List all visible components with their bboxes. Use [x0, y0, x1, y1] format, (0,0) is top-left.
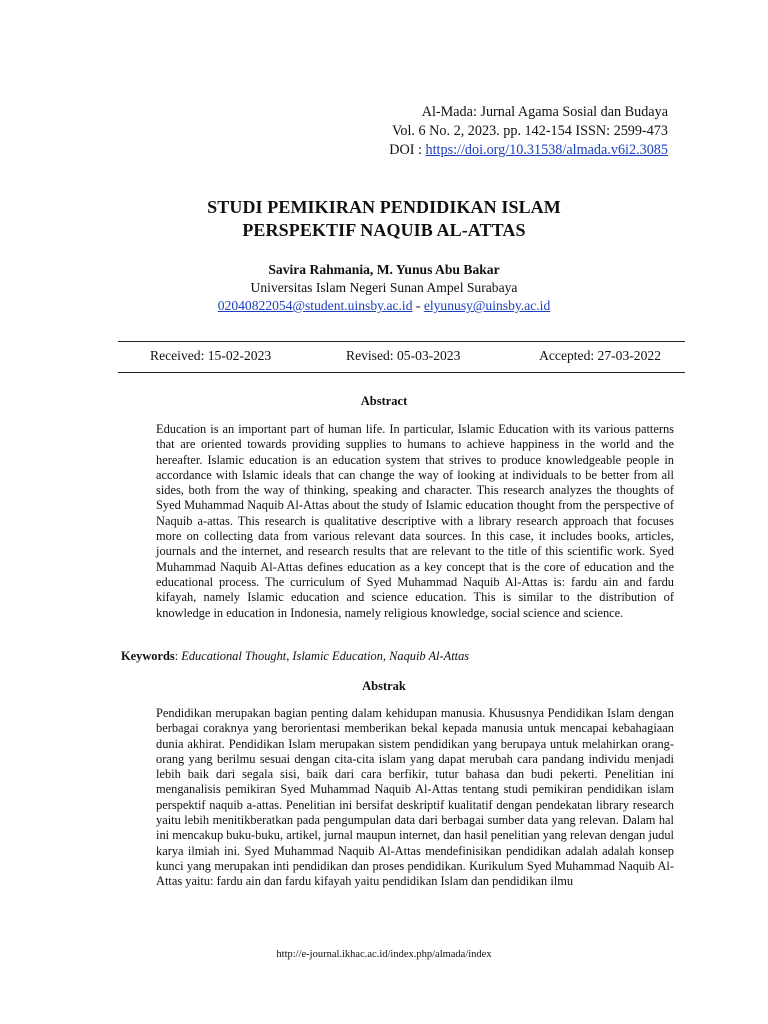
doi-link[interactable]: https://doi.org/10.31538/almada.v6i2.3085: [425, 142, 668, 158]
journal-header: [389, 103, 668, 160]
journal-name: Al-Mada: Jurnal Agama Sosial dan Budaya: [421, 104, 668, 120]
article-title: [0, 196, 768, 242]
doi-label: DOI :: [389, 142, 426, 158]
article-dates: [118, 341, 685, 373]
email-link-2[interactable]: elyunusy@uinsby.ac.id: [423, 298, 551, 313]
email-link-1[interactable]: 02040822054@student.uinsby.ac.id: [217, 298, 413, 313]
keywords-line: [121, 649, 469, 664]
abstrak-text: Pendidikan merupakan bagian penting dalam kehidupan manusia. Khususnya Pendidikan Islam dengan berbagai coraknya yang berorientasi memberikan bekal kepada manusia untuk mencapai kebahagiaan dunia akhirat. Pendidikan Islam merupakan sistem pendidikan yang berupaya untuk melahirkan orang-orang yang berilmu sesuai dengan cita-cita islam yang dapat merubah cara pandang individu menjadi lebih baik dari segala sisi, baik dari cara berfikir, tutur bahasa dan budi pekerti. Penelitian ini menganalisis pemikiran Syed Muhammad Naquib Al-Attas tentang studi pemikiran pendidikan islam perspektif naquib a-attas. Penelitian ini bersifat deskriptif kualitatif dengan pendekatan library research yaitu lebih menitikberatkan pada pengumpulan data dari berbagai sumber data yang relevan. Dalam hal ini mencakup buku-buku, artikel, jurnal maupun internet, dan hasil penelitian yang relevan dengan judul karya ilmiah ini. Syed Muhammad Naquib Al-Attas mendefinisikan pendidikan adalah adalah konsep kunci yang merupakan inti pendidikan dan proses pendidikan. Kurikulum Syed Muhammad Naquib Al-Attas yaitu: fardu ain dan fardu kifayah yaitu pendidikan Islam dan pendidikan ilmu: [156, 706, 674, 889]
abstrak-heading: Abstrak: [362, 679, 406, 693]
journal-volume: Vol. 6 No. 2, 2023. pp. 142-154 ISSN: 2599-473: [391, 123, 668, 139]
abstract-text: Education is an important part of human life. In particular, Islamic Education with its various patterns that are oriented towards providing supplies to humans to achieve happiness in the world and the hereafter. Islamic education is an education system that strives to produce knowledgeable people in accordance with Islamic ideals that can change the way of looking at individuals to be better from all sides, both from the way of thinking, speaking and character. This research analyzes the thoughts of Syed Muhammad Naquib Al-Attas about the study of Islamic education thought from the perspective of Naquib a-attas. This research is qualitative descriptive with a library research approach that focuses more on collecting data from various relevant data sources. In this case, it includes books, articles, journals and the internet, and research results that are relevant to the title of this scientific work. Syed Muhammad Naquib Al-Attas defines education as a key concept that is the core of education and the educational process. The curriculum of Syed Muhammad Naquib Al-Attas is: fardu ain and fardu kifayah, namely Islamic education and science education. This is similar to the distribution of knowledge in education in Indonesia, namely religious knowledge, social science and science.: [156, 422, 674, 620]
author-names: Savira Rahmania, M. Yunus Abu Bakar: [268, 262, 500, 277]
author-block: [0, 261, 768, 315]
accepted-date: Accepted: 27-03-2022: [539, 348, 661, 363]
footer-url: http://e-journal.ikhac.ac.id/index.php/almada/index: [276, 949, 492, 960]
author-affiliation: Universitas Islam Negeri Sunan Ampel Surabaya: [250, 280, 518, 295]
author-emails: [0, 297, 768, 315]
revised-date: Revised: 05-03-2023: [346, 348, 461, 363]
title-line-2: PERSPEKTIF NAQUIB AL-ATTAS: [242, 220, 526, 240]
keywords-separator: :: [174, 649, 182, 663]
keywords-values: Educational Thought, Islamic Education, Naquib Al-Attas: [181, 649, 470, 663]
email-separator: -: [412, 298, 424, 313]
keywords-label: Keywords: [121, 649, 175, 663]
received-date: Received: 15-02-2023: [150, 348, 272, 363]
title-line-1: STUDI PEMIKIRAN PENDIDIKAN ISLAM: [207, 197, 561, 217]
doi-line: [389, 141, 668, 160]
abstract-heading: Abstract: [360, 394, 408, 408]
